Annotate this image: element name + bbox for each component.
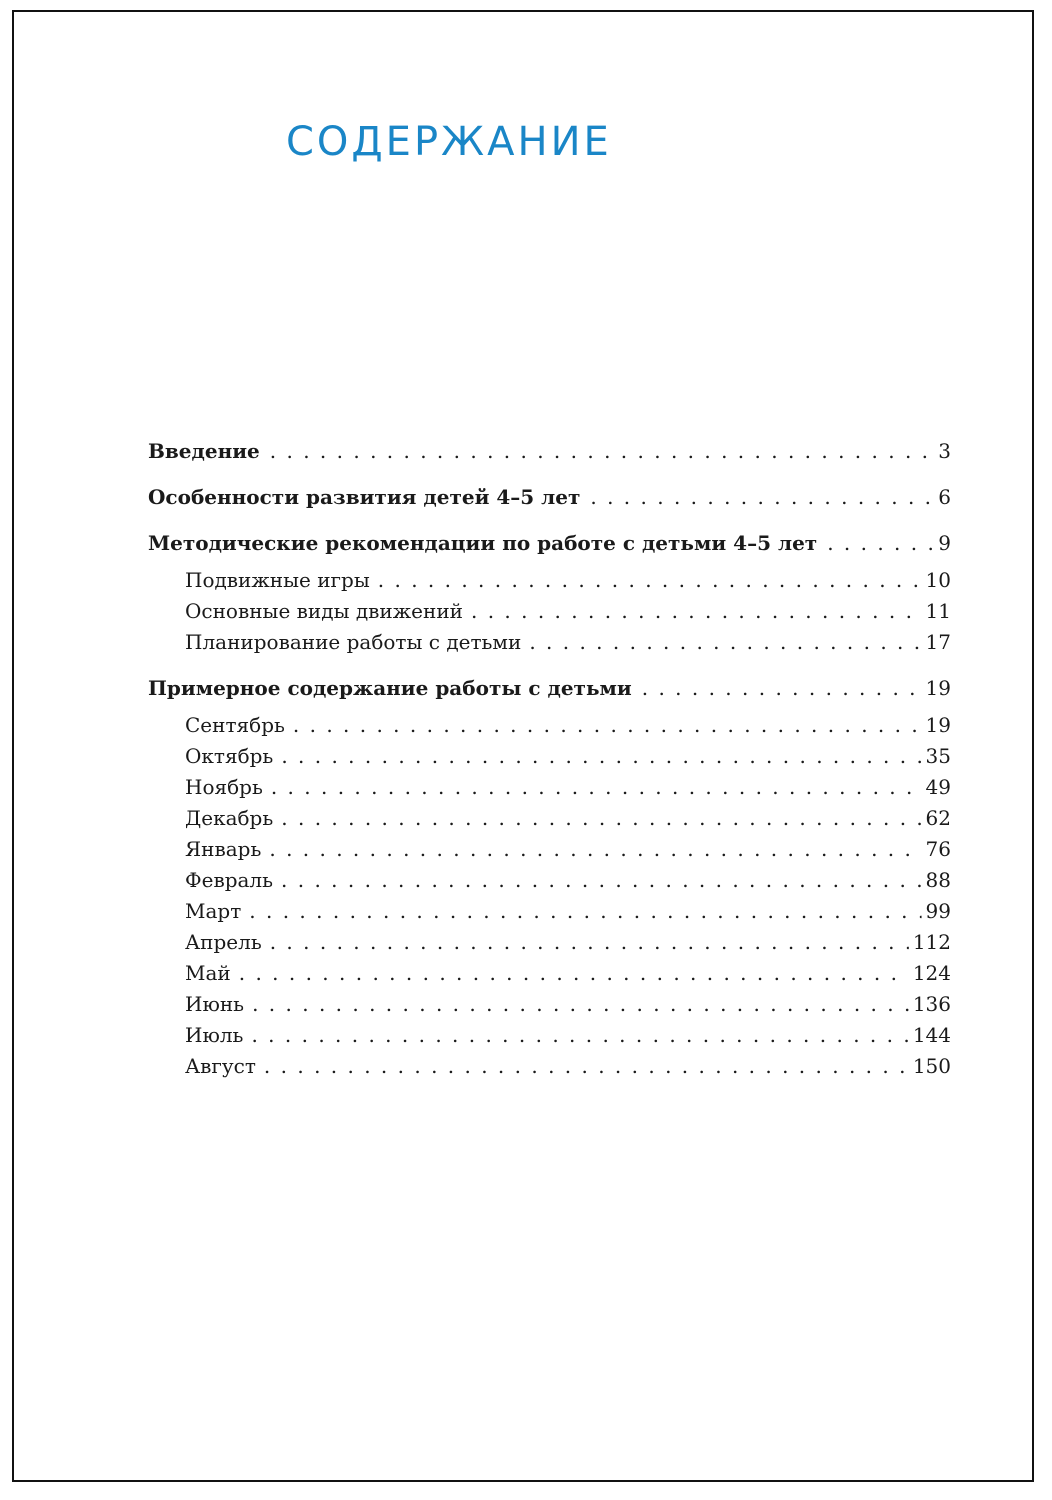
toc-entry-section[interactable] xyxy=(148,865,951,896)
toc-entry-section[interactable] xyxy=(148,1020,951,1051)
dot-leader xyxy=(471,596,922,627)
dot-leader xyxy=(281,865,922,896)
table-of-contents xyxy=(148,436,951,1082)
toc-entry-page-number: 35 xyxy=(925,744,951,768)
toc-entry-section[interactable] xyxy=(148,565,951,596)
toc-entry-section[interactable] xyxy=(148,1051,951,1082)
toc-entry-label: Сентябрь xyxy=(185,713,285,737)
toc-entry-page-number: 136 xyxy=(912,992,951,1016)
toc-entry-page-number: 9 xyxy=(938,531,951,555)
toc-entry-label: Особенности развития детей 4–5 лет xyxy=(148,485,581,509)
dot-leader xyxy=(264,1051,909,1082)
toc-entry-section[interactable] xyxy=(148,772,951,803)
toc-entry-label: Июнь xyxy=(185,992,245,1016)
toc-entry-page-number: 150 xyxy=(912,1054,951,1078)
dot-leader xyxy=(249,896,921,927)
dot-leader xyxy=(378,565,922,596)
dot-leader xyxy=(590,482,934,513)
toc-entry-page-number: 76 xyxy=(925,837,951,861)
dot-leader xyxy=(271,772,922,803)
toc-entry-page-number: 11 xyxy=(925,599,951,623)
toc-entry-label: Июль xyxy=(185,1023,244,1047)
dot-leader xyxy=(270,436,934,467)
toc-entry-label: Планирование работы с детьми xyxy=(185,630,522,654)
toc-entry-page-number: 6 xyxy=(938,485,951,509)
toc-entry-page-number: 49 xyxy=(925,775,951,799)
dot-leader xyxy=(270,927,909,958)
dot-leader xyxy=(293,710,922,741)
toc-entry-label: Ноябрь xyxy=(185,775,263,799)
toc-entry-section[interactable] xyxy=(148,958,951,989)
toc-entry-section[interactable] xyxy=(148,741,951,772)
toc-entry-page-number: 124 xyxy=(912,961,951,985)
page-title: СОДЕРЖАНИЕ xyxy=(286,119,612,165)
dot-leader xyxy=(252,989,909,1020)
toc-entry-chapter[interactable] xyxy=(148,528,951,559)
toc-entry-section[interactable] xyxy=(148,927,951,958)
toc-entry-label: Октябрь xyxy=(185,744,274,768)
toc-entry-page-number: 112 xyxy=(912,930,951,954)
toc-entry-page-number: 19 xyxy=(925,676,951,700)
toc-entry-label: Апрель xyxy=(185,930,262,954)
toc-entry-section[interactable] xyxy=(148,989,951,1020)
toc-entry-page-number: 3 xyxy=(938,439,951,463)
toc-entry-section[interactable] xyxy=(148,803,951,834)
toc-entry-section[interactable] xyxy=(148,834,951,865)
dot-leader xyxy=(642,673,922,704)
toc-entry-page-number: 19 xyxy=(925,713,951,737)
toc-entry-section[interactable] xyxy=(148,896,951,927)
toc-entry-label: Введение xyxy=(148,439,260,463)
toc-entry-section[interactable] xyxy=(148,627,951,658)
toc-entry-section[interactable] xyxy=(148,710,951,741)
dot-leader xyxy=(281,803,921,834)
toc-entry-label: Август xyxy=(185,1054,256,1078)
toc-entry-label: Подвижные игры xyxy=(185,568,370,592)
toc-entry-label: Методические рекомендации по работе с детьми 4–5 лет xyxy=(148,531,818,555)
toc-entry-page-number: 144 xyxy=(912,1023,951,1047)
dot-leader xyxy=(827,528,934,559)
toc-entry-page-number: 88 xyxy=(925,868,951,892)
toc-entry-page-number: 99 xyxy=(925,899,951,923)
toc-entry-chapter[interactable] xyxy=(148,673,951,704)
toc-entry-section[interactable] xyxy=(148,596,951,627)
toc-entry-chapter[interactable] xyxy=(148,436,951,467)
toc-entry-label: Февраль xyxy=(185,868,274,892)
toc-entry-page-number: 62 xyxy=(925,806,951,830)
toc-entry-label: Примерное содержание работы с детьми xyxy=(148,676,632,700)
page-frame xyxy=(12,10,1034,1482)
toc-entry-label: Май xyxy=(185,961,231,985)
toc-entry-label: Основные виды движений xyxy=(185,599,463,623)
dot-leader xyxy=(269,834,921,865)
toc-entry-page-number: 10 xyxy=(925,568,951,592)
toc-entry-page-number: 17 xyxy=(925,630,951,654)
dot-leader xyxy=(529,627,921,658)
toc-entry-label: Март xyxy=(185,899,242,923)
toc-entry-label: Январь xyxy=(185,837,262,861)
toc-entry-chapter[interactable] xyxy=(148,482,951,513)
toc-entry-label: Декабрь xyxy=(185,806,274,830)
dot-leader xyxy=(251,1020,908,1051)
dot-leader xyxy=(281,741,921,772)
dot-leader xyxy=(239,958,909,989)
